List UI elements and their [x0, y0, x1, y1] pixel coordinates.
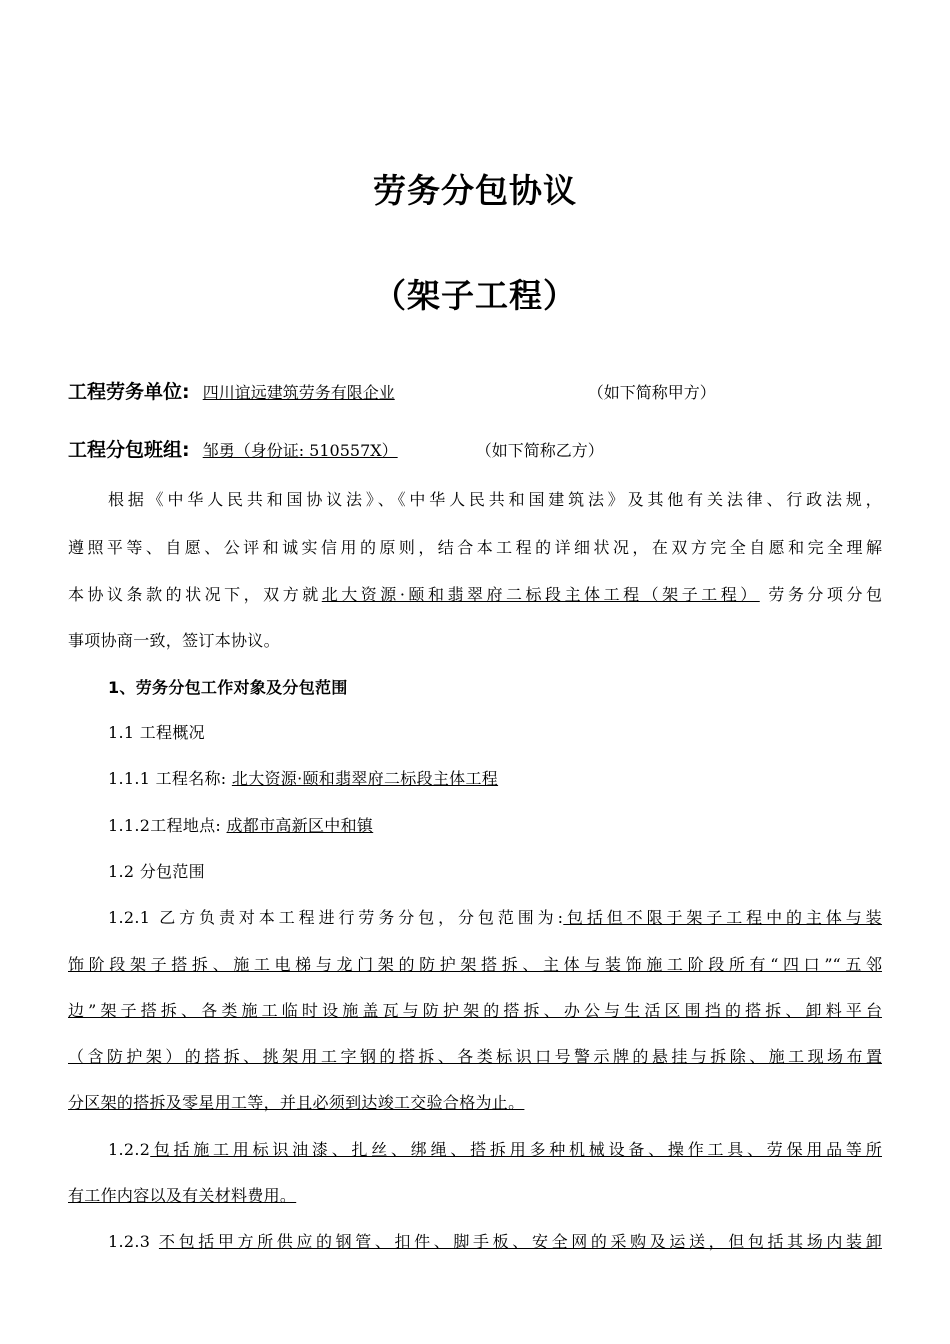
section-1-2-2-text: 包括施工用标识油漆、扎丝、绑绳、搭拆用多种机械设备、操作工具、劳保用品等所 — [150, 1140, 882, 1159]
party-a-suffix: （如下简称甲方） — [587, 383, 716, 402]
intro-line-2: 遵照平等、自愿、公评和诚实信用的原则，结合本工程的详细状况，在双方完全自愿和完全理解 — [68, 538, 882, 557]
intro-line-1: 根据《中华人民共和国协议法》、《中华人民共和国建筑法》及其他有关法律、行政法规， — [108, 490, 882, 509]
party-a-label: 工程劳务单位: — [68, 381, 190, 403]
intro-line-3-pre: 本协议条款的状况下，双方就 — [68, 585, 322, 604]
party-a-row — [68, 377, 716, 404]
section-1-2-1-line-3: 边”架子搭拆、各类施工临时设施盖瓦与防护架的搭拆、办公与生活区围挡的搭拆、卸料平台 — [68, 1001, 882, 1020]
section-1-2-2-line-1 — [108, 1137, 882, 1160]
project-name-label: 1.1.1 工程名称: — [108, 769, 227, 788]
intro-line-3-post: 劳务分项分包 — [768, 585, 882, 604]
section-1-2-2-line-2: 有工作内容以及有关材料费用。 — [68, 1186, 297, 1205]
section-1-2-3-pre: 1.2.3 — [108, 1232, 151, 1251]
section-1-1: 1.1 工程概况 — [108, 723, 205, 742]
document-subtitle: （架子工程） — [373, 276, 577, 315]
section-1-2-1-line-1 — [108, 905, 882, 928]
party-b-row — [68, 435, 604, 462]
party-b-label: 工程分包班组: — [68, 439, 190, 461]
document-title: 劳务分包协议 — [373, 171, 577, 210]
section-1-2-3-text: 不包括甲方所供应的钢管、扣件、脚手板、安全网的采购及运送，但包括其场内装卸 — [158, 1232, 882, 1251]
party-b-value: 邹勇（身份证: 510557X） — [202, 441, 398, 460]
section-1-2-3-line-1 — [108, 1229, 882, 1252]
section-1-1-2 — [108, 813, 373, 836]
section-1-2-2-pre: 1.2.2 — [108, 1140, 151, 1159]
section-1-2-1-line-4: （含防护架）的搭拆、挑架用工字钢的搭拆、各类标识口号警示牌的悬挂与拆除、施工现场布置 — [68, 1047, 882, 1066]
section-1-2-1-scope-start: 包括但不限于架子工程中的主体与装 — [563, 908, 882, 927]
section-1-2-1-pre: 1.2.1 乙方负责对本工程进行劳务分包，分包范围为: — [108, 908, 564, 927]
project-location-value: 成都市高新区中和镇 — [226, 816, 374, 835]
section-1-heading: 1、劳务分包工作对象及分包范围 — [108, 678, 348, 697]
intro-line-3 — [68, 582, 882, 605]
section-1-2-1-line-5: 分区架的搭拆及零星用工等，并且必须到达竣工交验合格为止。 — [68, 1093, 525, 1112]
project-name-underlined: 北大资源·颐和翡翠府二标段主体工程（架子工程） — [321, 585, 760, 604]
party-b-suffix: （如下简称乙方） — [475, 441, 604, 460]
section-1-2: 1.2 分包范围 — [108, 862, 205, 881]
party-a-value: 四川谊远建筑劳务有限企业 — [202, 383, 395, 402]
intro-line-4: 事项协商一致，签订本协议。 — [68, 631, 280, 650]
project-name-value: 北大资源·颐和翡翠府二标段主体工程 — [231, 769, 499, 788]
section-1-1-1 — [108, 766, 498, 789]
section-1-2-1-line-2: 饰阶段架子搭拆、施工电梯与龙门架的防护架搭拆、主体与装饰施工阶段所有“四口”“五邻 — [68, 955, 882, 974]
project-location-label: 1.1.2工程地点: — [108, 816, 222, 835]
